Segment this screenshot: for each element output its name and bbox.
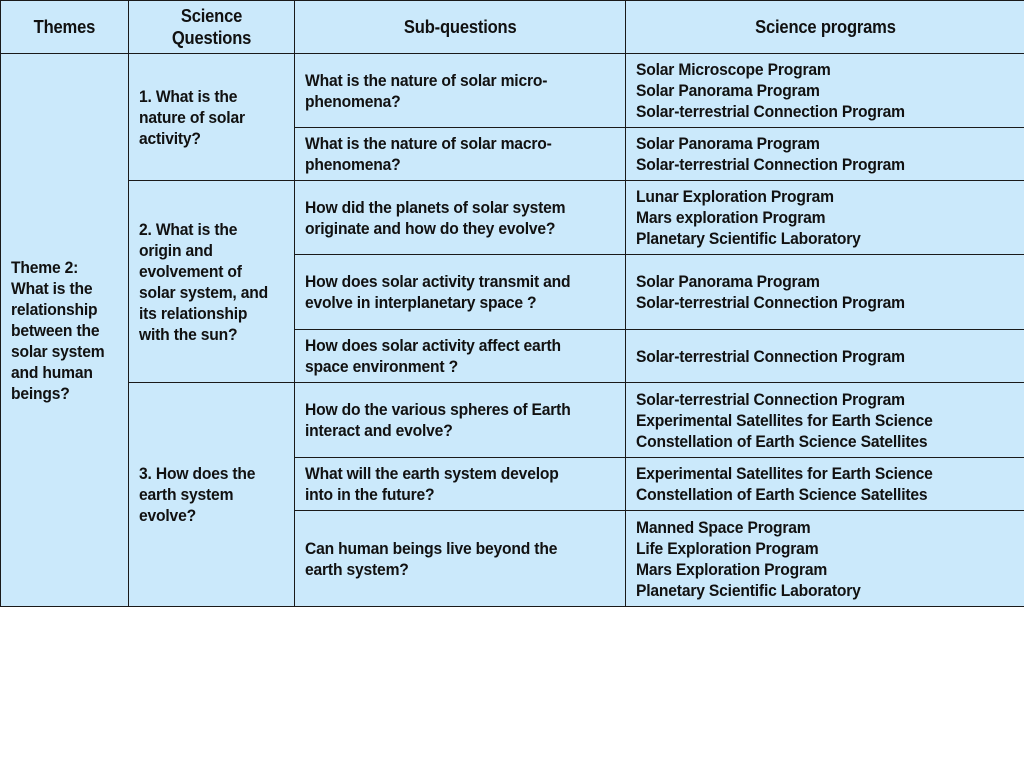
science-question-1: 1. What is the nature of solar activity? xyxy=(129,54,295,181)
program-item: Solar Panorama Program xyxy=(636,134,820,153)
science-question-3: 3. How does the earth system evolve? xyxy=(129,383,295,607)
programs-6 xyxy=(626,383,1024,458)
programs-2 xyxy=(626,128,1024,181)
table-row xyxy=(1,383,1024,458)
programs-4 xyxy=(626,255,1024,330)
program-item: Mars exploration Program xyxy=(636,208,826,227)
sub-question-2: What is the nature of solar macro-phenomena? xyxy=(295,128,626,181)
program-item: Solar-terrestrial Connection Program xyxy=(636,293,905,312)
program-item: Mars Exploration Program xyxy=(636,559,828,579)
programs-3 xyxy=(626,181,1024,255)
header-science-questions: Science Questions xyxy=(129,1,295,54)
header-themes: Themes xyxy=(1,1,129,54)
sub-question-6: How do the various spheres of Earth interact and evolve? xyxy=(295,383,626,458)
program-item: Experimental Satellites for Earth Science xyxy=(636,464,933,483)
sub-question-7: What will the earth system develop into in the future? xyxy=(295,458,626,511)
header-science-programs: Science programs xyxy=(626,1,1024,54)
program-item: Manned Space Program xyxy=(636,517,811,537)
program-item: Solar Microscope Program xyxy=(636,60,831,79)
sub-question-4: How does solar activity transmit and evolve in interplanetary space ? xyxy=(295,255,626,330)
program-item: Solar-terrestrial Connection Program xyxy=(636,346,905,366)
header-sub-questions: Sub-questions xyxy=(295,1,626,54)
header-row xyxy=(1,1,1024,54)
program-item: Experimental Satellites for Earth Science xyxy=(636,410,933,430)
program-item: Solar-terrestrial Connection Program xyxy=(636,102,905,121)
table-row xyxy=(1,181,1024,255)
program-item: Constellation of Earth Science Satellites xyxy=(636,431,928,451)
program-item: Planetary Scientific Laboratory xyxy=(636,229,861,248)
program-item: Lunar Exploration Program xyxy=(636,187,834,206)
sub-question-1: What is the nature of solar micro-phenomena? xyxy=(295,54,626,128)
theme-cell: Theme 2: What is the relationship between the solar system and human beings? xyxy=(1,54,129,607)
programs-1 xyxy=(626,54,1024,128)
programs-8 xyxy=(626,511,1024,607)
program-item: Planetary Scientific Laboratory xyxy=(636,580,861,600)
program-item: Solar-terrestrial Connection Program xyxy=(636,389,905,409)
program-item: Solar Panorama Program xyxy=(636,81,820,100)
program-item: Constellation of Earth Science Satellites xyxy=(636,485,928,504)
table-row xyxy=(1,54,1024,128)
program-item: Life Exploration Program xyxy=(636,538,819,558)
sub-question-3: How did the planets of solar system originate and how do they evolve? xyxy=(295,181,626,255)
sub-question-8: Can human beings live beyond the earth system? xyxy=(295,511,626,607)
sub-question-5: How does solar activity affect earth space environment ? xyxy=(295,330,626,383)
programs-5 xyxy=(626,330,1024,383)
science-question-2: 2. What is the origin and evolvement of solar system, and its relationship with the sun? xyxy=(129,181,295,383)
program-item: Solar Panorama Program xyxy=(636,272,820,291)
programs-7 xyxy=(626,458,1024,511)
program-item: Solar-terrestrial Connection Program xyxy=(636,155,905,174)
